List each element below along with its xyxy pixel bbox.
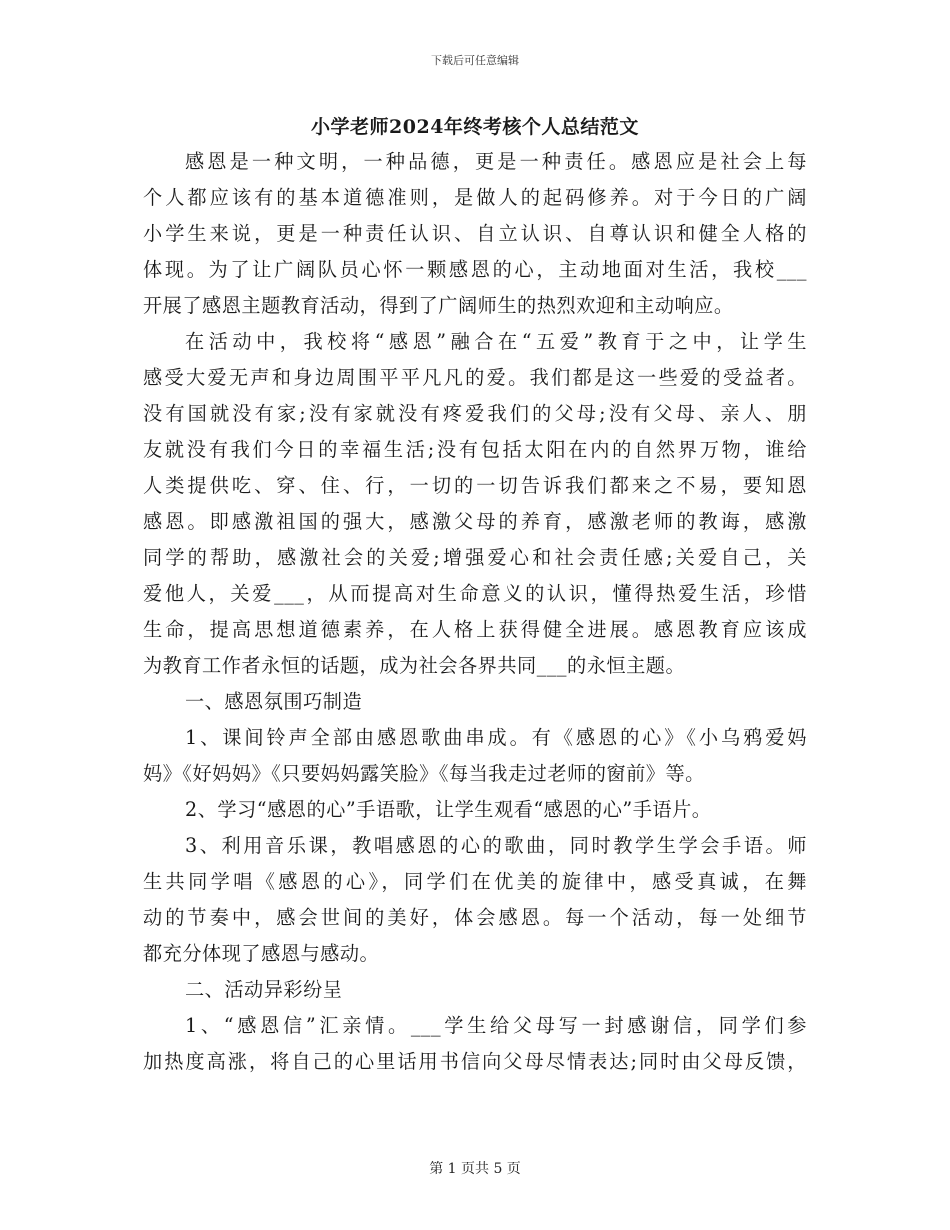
body-text-line: 爱他人，关爱___，从而提高对生命意义的认识，懂得热爱生活，珍惜 [143,582,807,605]
page-header-note: 下载后可任意编辑 [431,54,519,67]
body-text-line: 小学生来说，更是一种责任认识、自立认识、自尊认识和健全人格的 [143,222,807,245]
body-text-line: 3、利用音乐课，教唱感恩的心的歌曲，同时教学生学会手语。师 [185,834,807,857]
body-text-line: 妈》《好妈妈》《只要妈妈露笑脸》《每当我走过老师的窗前》等。 [143,762,705,785]
body-text-line: 人类提供吃、穿、住、行，一切的一切告诉我们都来之不易，要知恩 [143,474,807,497]
body-text-line: 生共同学唱《感恩的心》，同学们在优美的旋律中，感受真诚，在舞 [143,870,807,893]
body-text-line: 体现。为了让广阔队员心怀一颗感恩的心，主动地面对生活，我校___ [143,258,807,281]
body-text-line: 加热度高涨，将自己的心里话用书信向父母尽情表达;同时由父母反馈， [143,1050,807,1073]
body-text-line: 都充分体现了感恩与感动。 [143,942,380,965]
body-text-line: 动的节奏中，感会世间的美好，体会感恩。每一个活动，每一处细节 [143,906,807,929]
body-text-line: 个人都应该有的基本道德准则，是做人的起码修养。对于今日的广阔 [143,186,807,209]
body-text-line: 在活动中，我校将“感恩”融合在“五爱”教育于之中，让学生 [185,330,807,353]
body-text-line: 开展了感恩主题教育活动，得到了广阔师生的热烈欢迎和主动响应。 [143,294,734,317]
body-text-line: 1、“感恩信”汇亲情。___学生给父母写一封感谢信，同学们参 [185,1014,807,1037]
body-text-line: 二、活动异彩纷呈 [185,978,343,1001]
document-body [143,144,807,1080]
body-text-line: 1、课间铃声全部由感恩歌曲串成。有《感恩的心》《小乌鸦爱妈 [185,726,807,749]
body-text-line: 同学的帮助，感激社会的关爱;增强爱心和社会责任感;关爱自己，关 [143,546,807,569]
body-text-line: 感恩是一种文明，一种品德，更是一种责任。感恩应是社会上每 [185,150,807,173]
body-text-line: 友就没有我们今日的幸福生活;没有包括太阳在内的自然界万物，谁给 [143,438,807,461]
body-text-line: 一、感恩氛围巧制造 [185,690,363,713]
body-text-line: 2、学习“感恩的心”手语歌，让学生观看“感恩的心”手语片。 [185,798,712,821]
body-text-line: 生命，提高思想道德素养，在人格上获得健全进展。感恩教育应该成 [143,618,807,641]
page-footer-number: 第 1 页共 5 页 [429,1161,521,1177]
body-text-line: 感恩。即感激祖国的强大，感激父母的养育，感激老师的教诲，感激 [143,510,807,533]
body-text-line: 为教育工作者永恒的话题，成为社会各界共同___的永恒主题。 [143,654,686,677]
body-text-line: 没有国就没有家;没有家就没有疼爱我们的父母;没有父母、亲人、朋 [143,402,807,425]
document-title: 小学老师2024年终考核个人总结范文 [311,116,639,138]
body-text-line: 感受大爱无声和身边周围平平凡凡的爱。我们都是这一些爱的受益者。 [143,366,807,389]
